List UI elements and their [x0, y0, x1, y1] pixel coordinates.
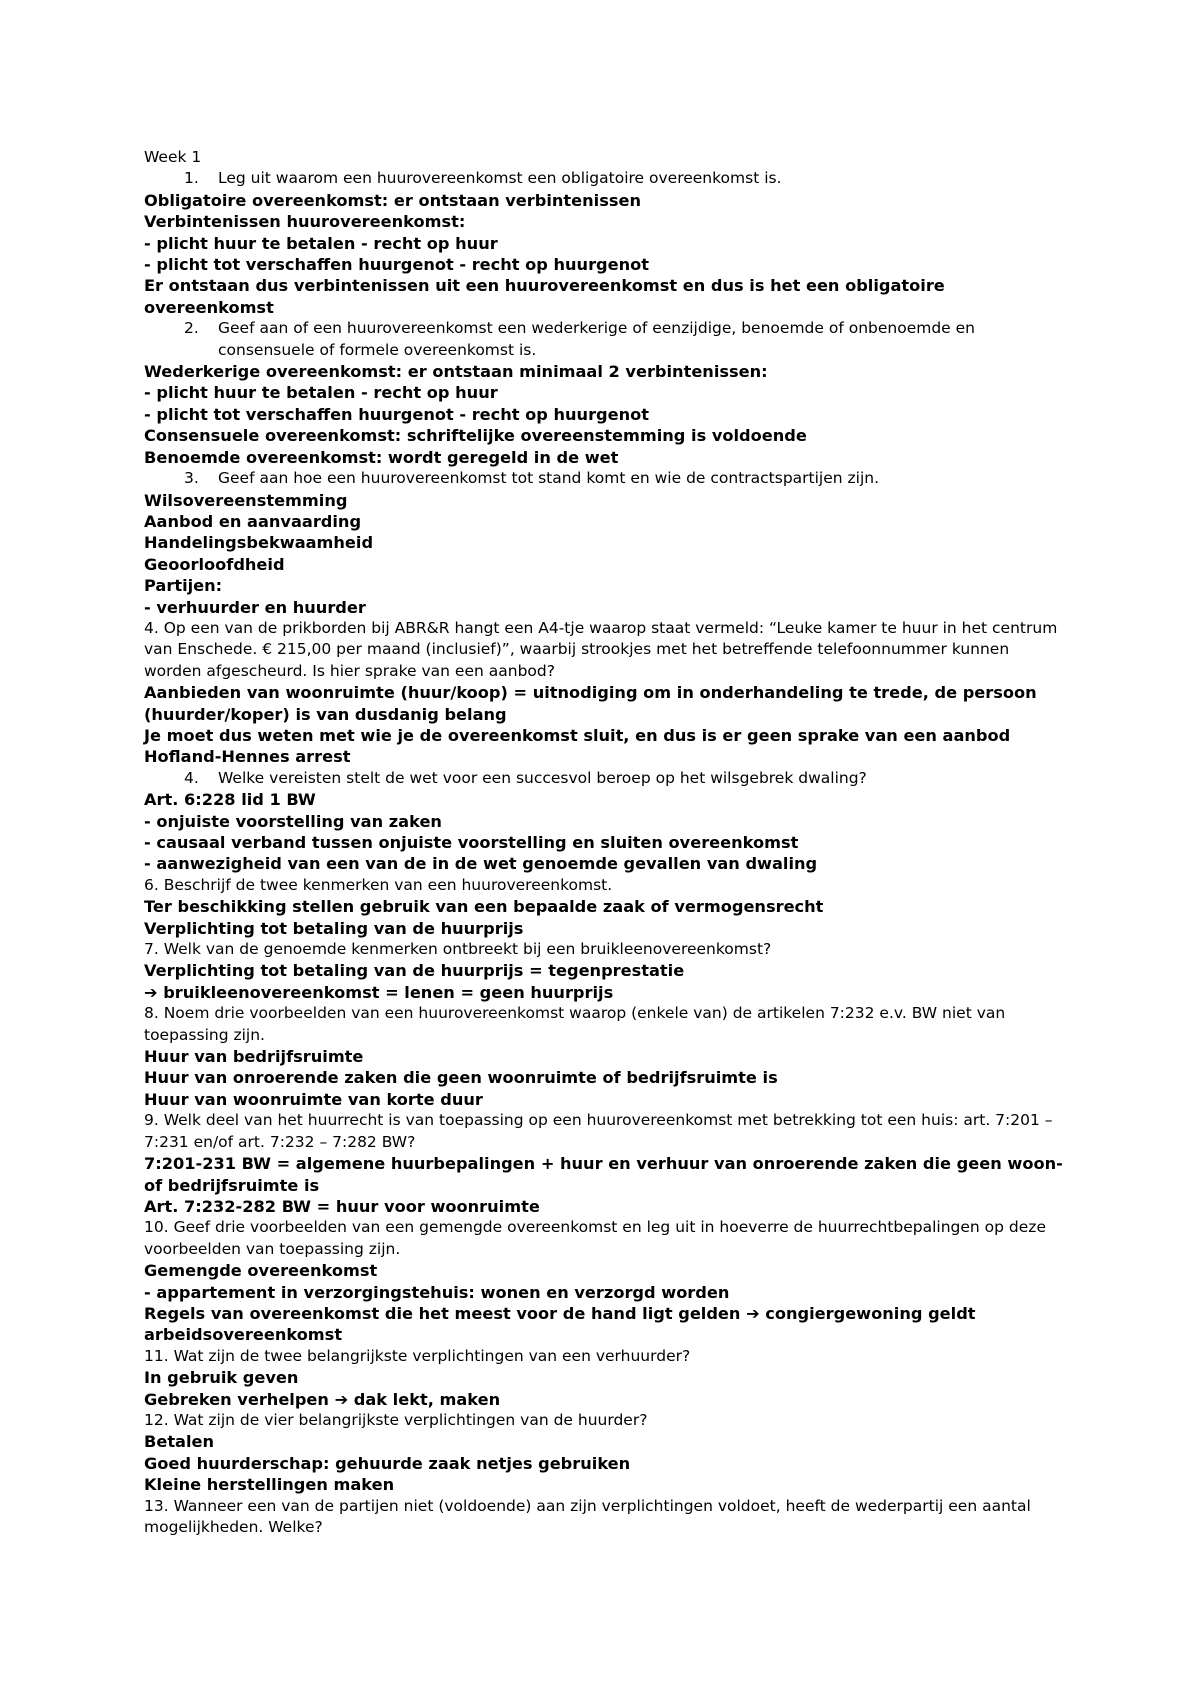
answer-line: Kleine herstellingen maken	[144, 1475, 395, 1495]
answer-line: Gemengde overeenkomst	[144, 1261, 378, 1281]
answer-line: Verplichting tot betaling van de huurprijs	[144, 918, 524, 938]
numbered-question	[144, 468, 1064, 489]
question-line: 7. Welk van de genoemde kenmerken ontbreekt bij een bruikleenovereenkomst?	[144, 940, 772, 959]
question-line: 8. Noem drie voorbeelden van een huurovereenkomst waarop (enkele van) de artikelen 7:232 e.v. BW niet van toepassing zijn.	[144, 1004, 1011, 1044]
answer-line: Wederkerige overeenkomst: er ontstaan minimaal 2 verbintenissen:	[144, 362, 768, 382]
question-line: 13. Wanneer een van de partijen niet (voldoende) aan zijn verplichtingen voldoet, heeft de wederpartij een aantal mogelijkheden. Welke?	[144, 1496, 1036, 1536]
question-number: 3.	[184, 469, 199, 488]
answer-line: Verplichting tot betaling van de huurprijs = tegenprestatie	[144, 961, 685, 981]
document-body	[144, 147, 1069, 1538]
question-text: Geef aan hoe een huurovereenkomst tot stand komt en wie de contractspartijen zijn.	[218, 469, 880, 488]
answer-line: - causaal verband tussen onjuiste voorstelling en sluiten overeenkomst	[144, 833, 799, 852]
answer-line: Ter beschikking stellen gebruik van een bepaalde zaak of vermogensrecht	[144, 897, 824, 917]
answer-line: Regels van overeenkomst die het meest voor de hand ligt gelden ➔ congiergewoning geldt arbeidsovereenkomst	[144, 1303, 982, 1345]
question-line: 9. Welk deel van het huurrecht is van toepassing op een huurovereenkomst met betrekking tot een huis: art. 7:201 – 7:231 en/of art. 7:232 – 7:282 BW?	[144, 1111, 1058, 1151]
answer-line: Huur van onroerende zaken die geen woonruimte of bedrijfsruimte is	[144, 1068, 778, 1088]
answer-line: - plicht huur te betalen - recht op huur	[144, 383, 498, 403]
answer-line: Er ontstaan dus verbintenissen uit een huurovereenkomst en dus is het een obligatoire overeenkomst	[144, 276, 951, 317]
answer-line: Handelingsbekwaamheid	[144, 533, 374, 553]
answer-line: Aanbieden van woonruimte (huur/koop) = uitnodiging om in onderhandeling te trede, de persoon (huurder/koper) is van dusdanig belang	[144, 683, 1043, 724]
answer-line: Goed huurderschap: gehuurde zaak netjes gebruiken	[144, 1453, 631, 1473]
answer-line: Huur van bedrijfsruimte	[144, 1047, 364, 1067]
answer-line: Hofland-Hennes arrest	[144, 747, 351, 767]
answer-line: - verhuurder en huurder	[144, 597, 366, 617]
answer-line: Huur van woonruimte van korte duur	[144, 1089, 483, 1109]
answer-line: Consensuele overeenkomst: schriftelijke overeenstemming is voldoende	[144, 426, 807, 446]
answer-line: Art. 6:228 lid 1 BW	[144, 790, 316, 810]
answer-line: Art. 7:232-282 BW = huur voor woonruimte	[144, 1196, 540, 1216]
question-text: Leg uit waarom een huurovereenkomst een obligatoire overeenkomst is.	[218, 169, 782, 188]
question-number: 4.	[184, 768, 199, 787]
question-text: Welke vereisten stelt de wet voor een succesvol beroep op het wilsgebrek dwaling?	[218, 768, 867, 787]
question-text: Geef aan of een huurovereenkomst een wederkerige of eenzijdige, benoemde of onbenoemde en consensuele of formele overeenkomst is.	[218, 319, 980, 359]
answer-line: Wilsovereenstemming	[144, 490, 348, 510]
question-line: 11. Wat zijn de twee belangrijkste verplichtingen van een verhuurder?	[144, 1346, 691, 1365]
answer-line: - plicht huur te betalen - recht op huur	[144, 233, 498, 253]
question-line: 4. Op een van de prikborden bij ABR&R hangt een A4-tje waarop staat vermeld: “Leuke kamer te huur in het centrum van Enschede. € 215,00 per maand (inclusief)”, waarbij strookjes met het betreffende telefoonnummer kunnen worden afgescheurd. Is hier sprake van een aanbod?	[144, 618, 1063, 680]
answer-line: Geoorloofdheid	[144, 554, 285, 574]
answer-line: - plicht tot verschaffen huurgenot - recht op huurgenot	[144, 404, 650, 424]
question-line: 10. Geef drie voorbeelden van een gemengde overeenkomst en leg uit in hoeverre de huurrechtbepalingen op deze voorbeelden van toepassing zijn.	[144, 1218, 1051, 1258]
answer-line: Partijen:	[144, 576, 223, 596]
answer-line: - plicht tot verschaffen huurgenot - recht op huurgenot	[144, 255, 650, 275]
answer-line: 7:201-231 BW = algemene huurbepalingen + huur en verhuur van onroerende zaken die geen woon- of bedrijfsruimte is	[144, 1154, 1069, 1195]
answer-line: ➔ bruikleenovereenkomst = lenen = geen huurprijs	[144, 982, 614, 1002]
answer-line: Je moet dus weten met wie je de overeenkomst sluit, en dus is er geen sprake van een aanbod	[144, 725, 1011, 745]
week-heading: Week 1	[144, 148, 202, 166]
answer-line: - aanwezigheid van een van de in de wet genoemde gevallen van dwaling	[144, 854, 818, 874]
answer-line: Aanbod en aanvaarding	[144, 511, 362, 531]
answer-line: Benoemde overeenkomst: wordt geregeld in de wet	[144, 447, 619, 467]
numbered-question	[144, 768, 1064, 789]
answer-line: Gebreken verhelpen ➔ dak lekt, maken	[144, 1389, 501, 1409]
question-line: 12. Wat zijn de vier belangrijkste verplichtingen van de huurder?	[144, 1410, 648, 1429]
answer-line: - onjuiste voorstelling van zaken	[144, 811, 442, 831]
numbered-question	[144, 318, 1064, 361]
document-lines	[144, 168, 1069, 1538]
numbered-question	[144, 168, 1064, 189]
question-number: 2.	[184, 319, 199, 338]
answer-line: In gebruik geven	[144, 1368, 299, 1388]
question-number: 1.	[184, 169, 199, 188]
answer-line: Obligatoire overeenkomst: er ontstaan verbintenissen	[144, 190, 641, 210]
question-line: 6. Beschrijf de twee kenmerken van een huurovereenkomst.	[144, 875, 613, 894]
answer-line: Betalen	[144, 1432, 215, 1452]
answer-line: Verbintenissen huurovereenkomst:	[144, 212, 466, 232]
answer-line: - appartement in verzorgingstehuis: wonen en verzorgd worden	[144, 1282, 730, 1302]
